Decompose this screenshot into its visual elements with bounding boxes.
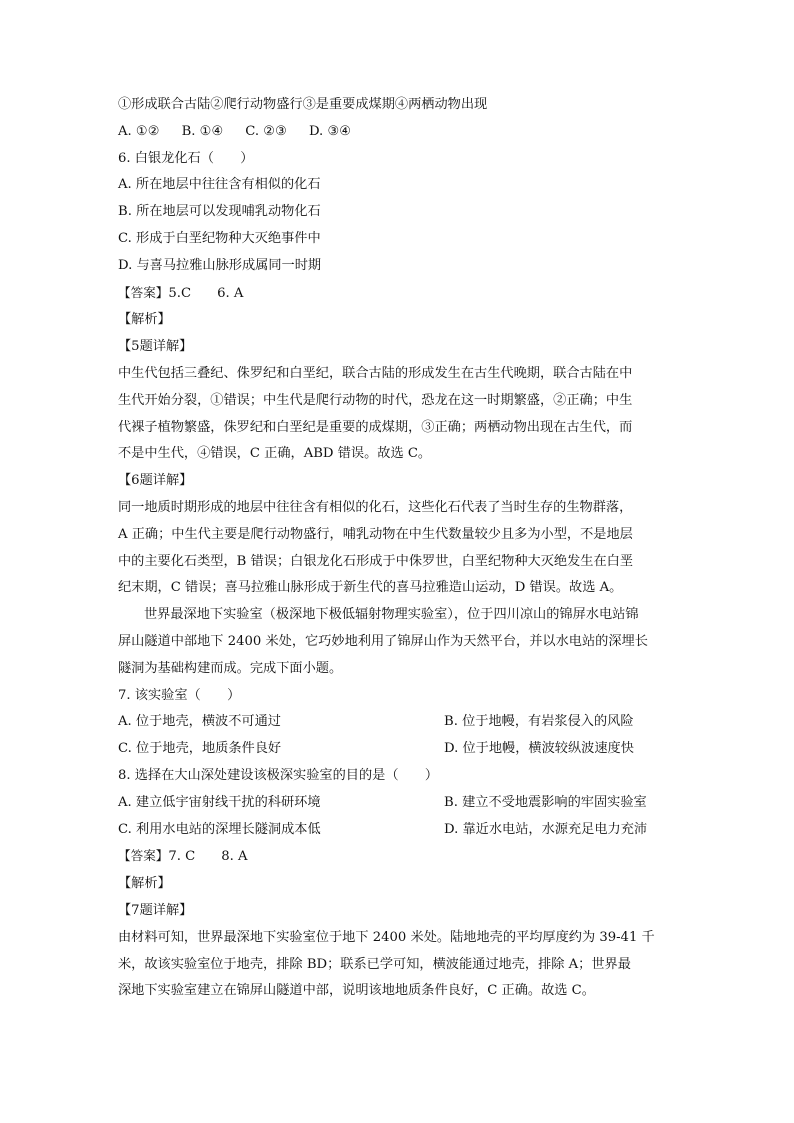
material-line: 屏山隧道中部地下 2400 米处，它巧妙地利用了锦屏山作为天然平台，并以水电站的深埋长 (118, 633, 648, 649)
answer-tag: 【答案】 (118, 284, 169, 300)
q7-option-c: C. 位于地壳，地质条件良好 (118, 741, 282, 757)
answer-6: 6. A (217, 285, 244, 301)
q6-option-d: D. 与喜马拉雅山脉形成属同一时期 (118, 257, 322, 273)
detail-6-title: 【6题详解】 (118, 473, 193, 489)
analysis-heading-1: 【解析】 (118, 312, 171, 328)
detail-7-line: 米，故该实验室位于地壳，排除 BD；联系已学可知，横波能通过地壳，排除 A；世界最 (118, 956, 631, 972)
material-line: 隧洞为基础构建而成。完成下面小题。 (118, 660, 343, 676)
answer-5: 5.C (168, 285, 192, 301)
q5-option-d: D. ③④ (308, 123, 352, 139)
q7-stem: 7. 该实验室（ ） (118, 687, 241, 703)
q7-option-a: A. 位于地壳，横波不可通过 (118, 714, 281, 730)
q8-option-d: D. 靠近水电站，水源充足电力充沛 (444, 821, 648, 837)
detail-5-title: 【5题详解】 (118, 339, 193, 355)
q6-option-b: B. 所在地层可以发现哺乳动物化石 (118, 204, 321, 220)
answer-7: 7. C (168, 849, 196, 865)
answer-tag: 【答案】 (118, 848, 169, 864)
detail-5-line: 代裸子植物繁盛，侏罗纪和白垩纪是重要的成煤期，③正确；两栖动物出现在古生代，而 (118, 419, 633, 435)
q5-options (118, 119, 678, 146)
detail-7-line: 深地下实验室建立在锦屏山隧道中部，说明该地地质条件良好，C 正确。故选 C。 (118, 983, 595, 999)
q5-stem: ①形成联合古陆②爬行动物盛行③是重要成煤期④两栖动物出现 (118, 97, 488, 112)
q7-options-row-1 (118, 709, 678, 736)
detail-5-line: 不是中生代，④错误，C 正确，ABD 错误。故选 C。 (118, 446, 432, 462)
q5-option-a: A. ①② (118, 123, 160, 139)
detail-5-line: 生代开始分裂，①错误；中生代是爬行动物的时代，恐龙在这一时期繁盛，②正确；中生 (118, 392, 633, 408)
detail-6-line: 中的主要化石类型，B 错误；白银龙化石形成于中侏罗世，白垩纪物种大灭绝发生在白垩 (118, 553, 634, 569)
q8-options-row-2 (118, 817, 678, 844)
detail-6-line: A 正确；中生代主要是爬行动物盛行，哺乳动物在中生代数量较少且多为小型，不是地层 (118, 526, 633, 542)
q8-stem: 8. 选择在大山深处建设该极深实验室的目的是（ ） (118, 767, 439, 783)
detail-7-line: 由材料可知，世界最深地下实验室位于地下 2400 米处。陆地地壳的平均厚度约为 39-41 千 (118, 929, 655, 945)
answer-8: 8. A (221, 849, 248, 865)
q7-option-d: D. 位于地幔，横波较纵波速度快 (444, 741, 634, 757)
q5-option-c: C. ②③ (245, 123, 287, 139)
q6-stem: 6. 白银龙化石（ ） (118, 150, 254, 166)
detail-5-line: 中生代包括三叠纪、侏罗纪和白垩纪，联合古陆的形成发生在古生代晚期，联合古陆在中 (118, 365, 633, 381)
q6-option-a: A. 所在地层中往往含有相似的化石 (118, 177, 321, 193)
answer-line-1 (118, 280, 678, 308)
q8-options-row-1 (118, 790, 678, 817)
q8-option-b: B. 建立不受地震影响的牢固实验室 (444, 794, 647, 810)
q5-option-b: B. ①④ (181, 123, 224, 139)
analysis-heading-2: 【解析】 (118, 876, 171, 892)
detail-6-line: 同一地质时期形成的地层中往往含有相似的化石，这些化石代表了当时生存的生物群落， (118, 499, 633, 515)
q7-option-b: B. 位于地幔，有岩浆侵入的风险 (444, 714, 634, 730)
detail-7-title: 【7题详解】 (118, 902, 193, 918)
document-page (118, 92, 678, 1005)
q8-option-a: A. 建立低宇宙射线干扰的科研环境 (118, 794, 321, 810)
q7-options-row-2 (118, 736, 678, 763)
detail-6-line: 纪末期，C 错误；喜马拉雅山脉形成于新生代的喜马拉雅造山运动，D 错误。故选 A。 (118, 580, 623, 596)
q8-option-c: C. 利用水电站的深埋长隧洞成本低 (118, 821, 321, 837)
q6-option-c: C. 形成于白垩纪物种大灭绝事件中 (118, 230, 321, 246)
answer-line-2 (118, 843, 678, 871)
material-line: 世界最深地下实验室（极深地下极低辐射物理实验室），位于四川凉山的锦屏水电站锦 (144, 607, 639, 623)
